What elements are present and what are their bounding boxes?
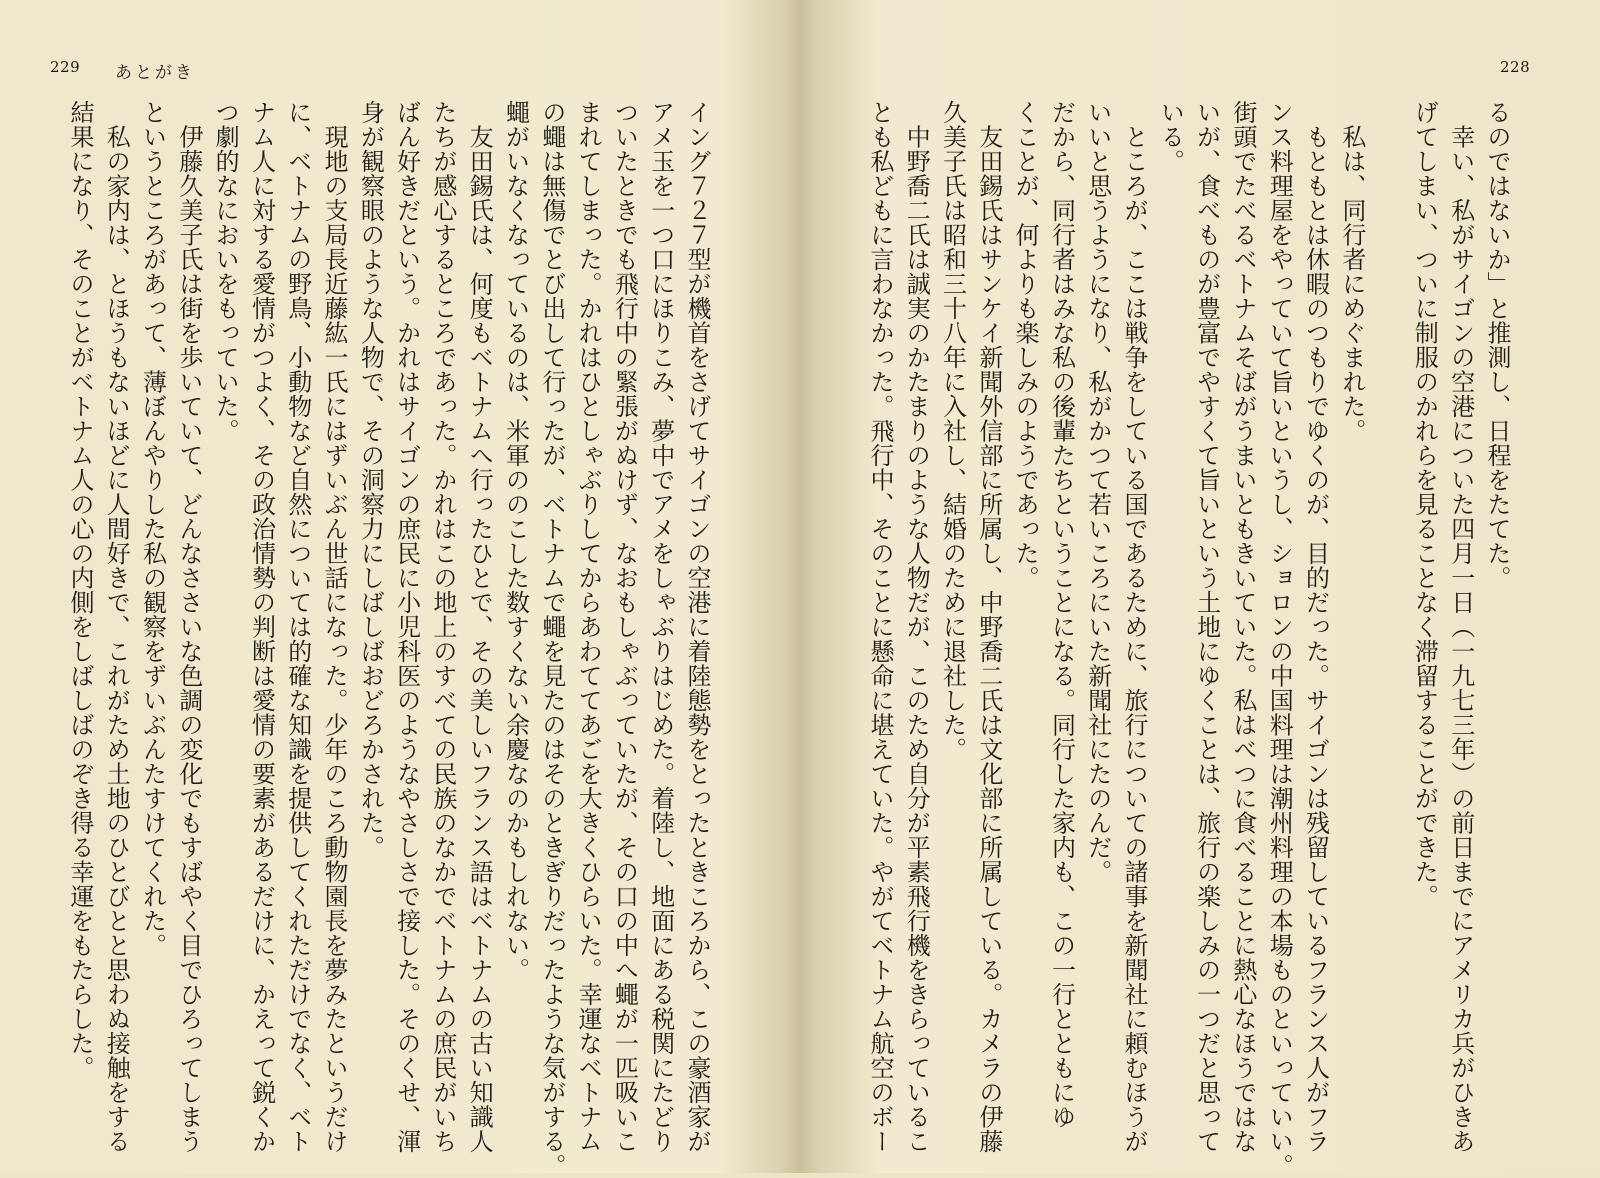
running-head: あとがき: [115, 63, 195, 83]
text-line: 伊藤久美子氏は街を歩いていて、どんなささいな色調の変化でもすばやく目でひろってしまう: [174, 100, 203, 1154]
text-line: ナム人に対する愛情がつよく、その政治情勢の判断は愛情の要素があるだけに、かえって鋭くか: [247, 100, 276, 1154]
text-line: 私は、同行者にめぐまれた。: [1337, 100, 1366, 443]
text-line: イング７２７型が機首をさげてサイゴンの空港に着陸態勢をとったときころから、この豪酒家が: [683, 100, 711, 1154]
text-line: くことが、何よりも楽しみのようであった。: [1011, 100, 1040, 590]
text-line: アメ玉を一つ口にほりこみ、夢中でアメをしゃぶりはじめた。着陸し、地面にある税関にたどり: [646, 100, 675, 1154]
text-line: というところがあって、薄ぼんやりした私の観察をずいぶんたすけてくれた。: [138, 100, 167, 958]
text-line: 蠅がいなくなっているのは、米軍ののこした数すくない余慶なのかもしれない。: [501, 100, 530, 982]
text-line: いる。: [1156, 100, 1185, 174]
text-line: 街頭でたべるベトナムそばがうまいともきいていた。私はべつに食べることに熱心なほうではな: [1228, 100, 1257, 1154]
text-line: 現地の支局長近藤紘一氏にはずいぶん世話になった。少年のころ動物園長を夢みたというだけ: [320, 100, 349, 1154]
text-line: るのではないか」と推測し、日程をたてた。: [1483, 100, 1511, 590]
text-line: 中野喬二氏は誠実のかたまりのような人物だが、このため自分が平素飛行機をきらっているこ: [902, 100, 931, 1154]
text-line: [1370, 100, 1406, 1130]
text-line: の蠅は無傷でとび出して行ったが、ベトナムで蠅を見たのはそのときぎりだったような気がする。: [537, 100, 566, 1178]
text-line: まれてしまった。かれはひとしゃぶりしてからあわててあごを大きくひらいた。幸運なベトナム: [574, 100, 603, 1154]
text-line: 私の家内は、とほうもないほどに人間好きで、これがため土地のひとびとと思わぬ接触をする: [102, 100, 131, 1154]
text-line: ばん好きだという。かれはサイゴンの庶民に小児科医のようなやさしさで接した。そのくせ、渾: [392, 100, 421, 1154]
body-text: [845, 100, 1515, 1178]
text-line: ついたときでも飛行中の緊張がぬけず、なおもしゃぶっていたが、その口の中へ蠅が一匹吸いこ: [610, 100, 639, 1154]
text-line: だから、同行者はみな私の後輩たちということになる。同行した家内も、この一行とともにゆ: [1047, 100, 1076, 1129]
text-line: つ劇的なにおいをもっていた。: [211, 100, 240, 443]
text-line: 身が観察眼のような人物で、その洞察力にしばしばおどろかされた。: [356, 100, 385, 860]
text-line: に、ベトナムの野鳥、小動物など自然については的確な知識を提供してくれただけでなく、ベト: [283, 100, 312, 1154]
text-line: とも私どもに言わなかった。飛行中、そのことに懸命に堪えていた。やがてベトナム航空のボー: [865, 100, 894, 1154]
text-line: ところが、ここは戦争をしている国であるために、旅行についての諸事を新聞社に頼むほうが: [1120, 100, 1149, 1154]
text-line: 結果になり、そのことがベトナム人の心の内側をしばしばのぞき得る幸運をもたらした。: [65, 100, 94, 1080]
page-number: 228: [1500, 58, 1531, 76]
text-line: たちが感心するところであった。かれはこの地上のすべての民族のなかでベトナムの庶民がいち: [428, 100, 457, 1154]
right-page: [805, 0, 1600, 1178]
text-line: ンス料理屋をやっていて旨いというし、ショロンの中国料理は潮州料理の本場ものといっていい。: [1265, 100, 1294, 1178]
text-line: もともとは休暇のつもりでゆくのが、目的だった。サイゴンは残留しているフランス人がフラ: [1301, 100, 1330, 1154]
text-line: いいと思うようになり、私がかつて若いころにいた新聞社にたのんだ。: [1083, 100, 1112, 884]
text-line: げてしまい、ついに制服のかれらを見ることなく滞留することができた。: [1410, 100, 1439, 909]
text-line: いが、食べものが豊富でやすくて旨いという土地にゆくことは、旅行の楽しみの一つだと思って: [1192, 100, 1221, 1154]
left-page: [0, 0, 795, 1178]
text-line: 久美子氏は昭和三十八年に入社し、結婚のために退社した。: [938, 100, 967, 762]
text-line: 友田錫氏は、何度もベトナムへ行ったひとで、その美しいフランス語はベトナムの古い知識人: [465, 100, 494, 1154]
page-number: 229: [50, 58, 81, 76]
body-text: [45, 100, 715, 1178]
text-line: 友田錫氏はサンケイ新聞外信部に所属し、中野喬二氏は文化部に所属している。カメラの伊藤: [974, 100, 1003, 1154]
text-line: 幸い、私がサイゴンの空港についた四月一日（一九七三年）の前日までにアメリカ兵がひきあ: [1446, 100, 1475, 1154]
